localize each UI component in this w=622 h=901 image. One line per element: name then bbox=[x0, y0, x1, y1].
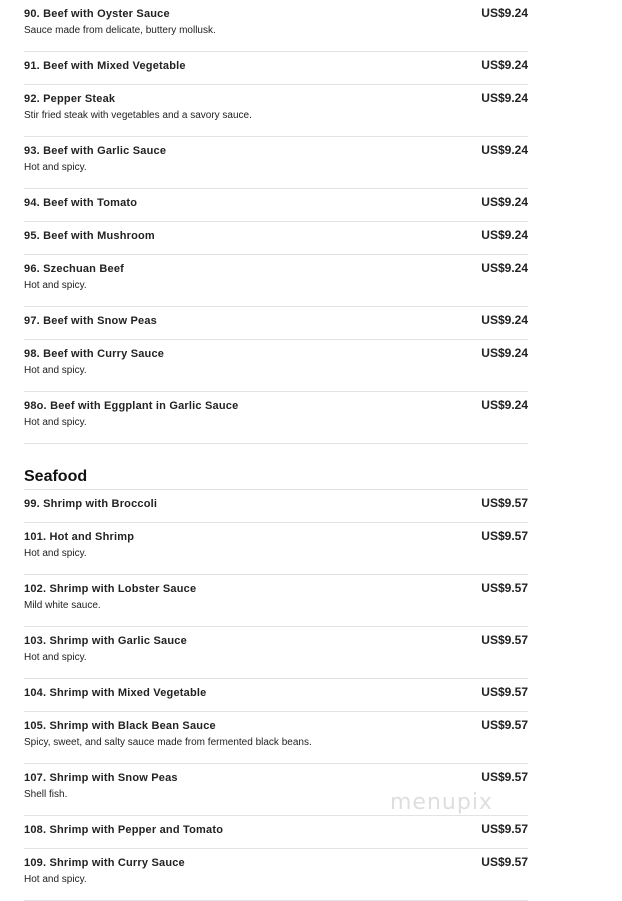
menu-item-price: US$9.57 bbox=[481, 581, 528, 595]
menu-item bbox=[24, 137, 528, 189]
menu-item bbox=[24, 85, 528, 137]
menu-item bbox=[24, 340, 528, 392]
menu-item-name: 98o. Beef with Eggplant in Garlic Sauce bbox=[24, 400, 239, 412]
section-title-seafood: Seafood bbox=[24, 444, 528, 490]
menu-item-row bbox=[24, 822, 528, 836]
menu-item-name: 105. Shrimp with Black Bean Sauce bbox=[24, 720, 216, 732]
menu-item-price: US$9.24 bbox=[481, 91, 528, 105]
menu-item-name: 102. Shrimp with Lobster Sauce bbox=[24, 583, 197, 595]
menu-item-row bbox=[24, 770, 528, 784]
menu-item-name: 108. Shrimp with Pepper and Tomato bbox=[24, 824, 224, 836]
menu-item bbox=[24, 189, 528, 222]
menu-item-row bbox=[24, 346, 528, 360]
menu-item bbox=[24, 307, 528, 340]
menu-item bbox=[24, 255, 528, 307]
menu-item-price: US$9.24 bbox=[481, 261, 528, 275]
menu-item-price: US$9.57 bbox=[481, 633, 528, 647]
menu-item-description: Stir fried steak with vegetables and a savory sauce. bbox=[24, 110, 252, 121]
menu-item-name: 104. Shrimp with Mixed Vegetable bbox=[24, 687, 207, 699]
menu-item-price: US$9.24 bbox=[481, 313, 528, 327]
menu-item bbox=[24, 222, 528, 255]
menu-item-price: US$9.24 bbox=[481, 6, 528, 20]
menu-item-description: Mild white sauce. bbox=[24, 600, 101, 611]
menu-item-row bbox=[24, 143, 528, 157]
menu-item-description: Spicy, sweet, and salty sauce made from fermented black beans. bbox=[24, 737, 312, 748]
menu-item-row bbox=[24, 313, 528, 327]
menu-item-description: Hot and spicy. bbox=[24, 280, 87, 291]
menu-item-name: 96. Szechuan Beef bbox=[24, 263, 124, 275]
menu-item bbox=[24, 523, 528, 575]
menu-item-row bbox=[24, 398, 528, 412]
menu-item-row bbox=[24, 91, 528, 105]
menu-item-name: 95. Beef with Mushroom bbox=[24, 230, 155, 242]
menu-item-price: US$9.57 bbox=[481, 529, 528, 543]
menu-item-name: 90. Beef with Oyster Sauce bbox=[24, 8, 170, 20]
menu-item-description: Hot and spicy. bbox=[24, 417, 87, 428]
menu-item-name: 93. Beef with Garlic Sauce bbox=[24, 145, 167, 157]
menu-item bbox=[24, 679, 528, 712]
beef-section bbox=[24, 0, 528, 444]
menu-item-price: US$9.57 bbox=[481, 855, 528, 869]
menu-item bbox=[24, 849, 528, 901]
menu-item-row bbox=[24, 58, 528, 72]
menu-item-row bbox=[24, 529, 528, 543]
seafood-section bbox=[24, 490, 528, 901]
menu-item-row bbox=[24, 195, 528, 209]
menu-item bbox=[24, 712, 528, 764]
menu-item-price: US$9.24 bbox=[481, 195, 528, 209]
menu-item-row bbox=[24, 228, 528, 242]
menu-item-name: 103. Shrimp with Garlic Sauce bbox=[24, 635, 187, 647]
menu-item bbox=[24, 575, 528, 627]
menu-item-price: US$9.24 bbox=[481, 346, 528, 360]
menu-item-row bbox=[24, 581, 528, 595]
menu-item-name: 92. Pepper Steak bbox=[24, 93, 116, 105]
menu-item bbox=[24, 0, 528, 52]
menu-item-name: 98. Beef with Curry Sauce bbox=[24, 348, 165, 360]
menu-item-price: US$9.57 bbox=[481, 770, 528, 784]
menu-item-name: 91. Beef with Mixed Vegetable bbox=[24, 60, 186, 72]
menu-item-price: US$9.24 bbox=[481, 143, 528, 157]
menu-item-description: Hot and spicy. bbox=[24, 652, 87, 663]
menu-item-name: 107. Shrimp with Snow Peas bbox=[24, 772, 178, 784]
menu-item bbox=[24, 490, 528, 523]
menu-item bbox=[24, 52, 528, 85]
menu-item-description: Sauce made from delicate, buttery mollusk. bbox=[24, 25, 216, 36]
menu-item-row bbox=[24, 261, 528, 275]
menu-item-name: 101. Hot and Shrimp bbox=[24, 531, 135, 543]
menu-item-description: Hot and spicy. bbox=[24, 548, 87, 559]
menu-item-name: 99. Shrimp with Broccoli bbox=[24, 498, 158, 510]
menu-item-row bbox=[24, 6, 528, 20]
menu-item-description: Hot and spicy. bbox=[24, 874, 87, 885]
menu-item-row bbox=[24, 855, 528, 869]
menu-item-price: US$9.57 bbox=[481, 822, 528, 836]
menu-item-row bbox=[24, 496, 528, 510]
menu-item-row bbox=[24, 633, 528, 647]
menu-item-name: 97. Beef with Snow Peas bbox=[24, 315, 157, 327]
menu-item-description: Hot and spicy. bbox=[24, 162, 87, 173]
menu-item bbox=[24, 392, 528, 444]
menu-item-name: 109. Shrimp with Curry Sauce bbox=[24, 857, 185, 869]
menu-item-price: US$9.24 bbox=[481, 228, 528, 242]
menu-item-price: US$9.57 bbox=[481, 496, 528, 510]
menu-list bbox=[24, 0, 528, 901]
menu-item-description: Hot and spicy. bbox=[24, 365, 87, 376]
menu-item-price: US$9.57 bbox=[481, 718, 528, 732]
menu-item-row bbox=[24, 685, 528, 699]
menu-item-price: US$9.24 bbox=[481, 398, 528, 412]
menu-item bbox=[24, 816, 528, 849]
menu-item-description: Shell fish. bbox=[24, 789, 68, 800]
menu-item-name: 94. Beef with Tomato bbox=[24, 197, 138, 209]
menupix-watermark: menupix bbox=[390, 790, 493, 815]
menu-item-price: US$9.24 bbox=[481, 58, 528, 72]
menu-item bbox=[24, 627, 528, 679]
menu-item-price: US$9.57 bbox=[481, 685, 528, 699]
menu-item-row bbox=[24, 718, 528, 732]
